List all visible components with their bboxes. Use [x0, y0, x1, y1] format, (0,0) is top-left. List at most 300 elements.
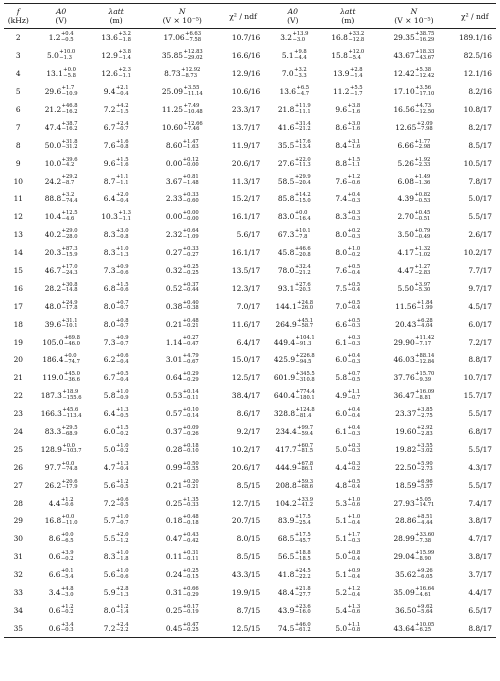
table-row [4, 369, 496, 387]
upper-error: +0.7 [115, 299, 129, 306]
asymmetric-error [185, 32, 201, 43]
lower-error: −0.15 [182, 573, 199, 580]
value: 601.9 [273, 373, 296, 383]
upper-error: +1.27 [414, 263, 431, 270]
right-n-cell [374, 101, 453, 119]
upper-error: +59.3 [297, 478, 314, 485]
value: 7.4 [335, 194, 348, 204]
left-latt-cell [90, 190, 143, 208]
upper-error: +27.6 [294, 281, 311, 288]
value: 2.32 [165, 230, 183, 240]
right-a0-cell [264, 369, 321, 387]
asymmetric-error [417, 515, 433, 526]
lower-error: −46.0 [64, 341, 80, 348]
value: 0.64 [165, 373, 183, 383]
right-a0-cell [264, 47, 321, 65]
right-n-cell [374, 512, 453, 530]
value: 5.6 [103, 570, 116, 580]
lower-error: −16.2 [61, 126, 78, 133]
asymmetric-error [183, 104, 202, 115]
frequency-cell: 25 [13, 444, 23, 454]
left-chi2-cell: 12.5/15 [222, 619, 264, 637]
upper-error: +3.55 [416, 442, 433, 449]
value: 328.8 [273, 409, 296, 419]
lower-error: −74.7 [64, 358, 80, 365]
value: 6.6 [48, 570, 61, 580]
right-latt-cell [321, 458, 374, 476]
right-n-cell [374, 297, 453, 315]
value: 7.6 [335, 176, 348, 186]
right-latt-cell [321, 47, 374, 65]
value: 5.8 [103, 391, 116, 401]
right-latt-cell [321, 405, 374, 423]
value: 29.35 [393, 33, 415, 43]
upper-error: +32.4 [294, 263, 311, 270]
left-a0-cell [33, 440, 90, 458]
value: 5.3 [335, 498, 348, 508]
asymmetric-error [295, 265, 311, 276]
lower-error: −91.3 [295, 341, 312, 348]
asymmetric-error [183, 283, 199, 294]
lower-error: −1.4 [349, 72, 363, 79]
value: 20.3 [44, 248, 62, 258]
table-row [4, 279, 496, 297]
left-a0-cell [33, 602, 90, 620]
value: 7.3 [103, 266, 116, 276]
lower-error: −0.7 [347, 394, 361, 401]
lower-error: −0.6 [60, 502, 74, 509]
right-a0-cell [264, 512, 321, 530]
lower-error: −7.58 [185, 36, 202, 43]
lower-error: −68.6 [297, 484, 314, 491]
upper-error: +10.0 [59, 49, 76, 56]
lower-error: −0.4 [347, 412, 361, 419]
table-row [4, 208, 496, 226]
lower-error: −0.55 [182, 466, 199, 473]
value: 0.53 [165, 391, 183, 401]
lower-error: −8.7 [61, 180, 75, 187]
table-row [4, 619, 496, 637]
lower-error: −29.02 [183, 54, 203, 61]
left-a0-cell [33, 548, 90, 566]
value: 8.7 [103, 176, 116, 186]
upper-error: +5.90 [416, 460, 433, 467]
upper-error: +24.5 [294, 568, 311, 575]
upper-error: +33.9 [297, 496, 314, 503]
value: 11.56 [395, 301, 417, 311]
asymmetric-error [348, 301, 361, 312]
upper-error: +0.47 [182, 621, 199, 628]
lower-error: −0.3 [347, 323, 361, 330]
left-n-cell [143, 423, 222, 441]
asymmetric-error [183, 408, 199, 419]
right-n-cell [374, 262, 453, 280]
value: 5.26 [397, 158, 414, 168]
left-a0-cell [33, 423, 90, 441]
right-chi2-cell: 9.7/17 [468, 283, 492, 293]
asymmetric-error [116, 426, 129, 437]
value: 5.4 [335, 605, 348, 615]
frequency-cell: 18 [13, 319, 23, 329]
left-latt-cell [90, 297, 143, 315]
asymmetric-error [417, 569, 433, 580]
upper-error: +1.2 [60, 603, 74, 610]
upper-error: +17.5 [294, 532, 311, 539]
upper-error: +6.96 [416, 478, 433, 485]
value: 19.82 [395, 444, 417, 454]
lower-error: −94.5 [295, 358, 312, 365]
upper-error: +0.45 [414, 210, 431, 217]
value: 28.99 [393, 534, 415, 544]
table-row [4, 351, 496, 369]
lower-error: −0.38 [182, 305, 199, 312]
value: 35.09 [393, 588, 415, 598]
upper-error: +0.25 [182, 263, 199, 270]
asymmetric-error [295, 140, 311, 151]
left-chi2-cell: 8.5/15 [236, 552, 261, 562]
upper-error: +1.0 [347, 496, 361, 503]
upper-error: +10.05 [415, 621, 435, 628]
lower-error: −0.4 [347, 591, 361, 598]
asymmetric-error [61, 32, 74, 43]
value: 13.6 [279, 87, 296, 97]
lower-error: −15.9 [61, 251, 78, 258]
upper-error: +2.4 [115, 120, 129, 127]
asymmetric-error [348, 283, 361, 294]
value: 0.6 [48, 623, 61, 633]
value: 8.0 [335, 248, 348, 258]
lower-error: −5.8 [63, 72, 76, 79]
right-n-cell [374, 619, 453, 637]
value: 17.10 [393, 87, 415, 97]
lower-error: −3.0 [292, 36, 306, 43]
right-n-cell [374, 458, 453, 476]
left-a0-cell [33, 333, 90, 351]
lower-error: −0.00 [182, 215, 199, 222]
asymmetric-error [61, 551, 74, 562]
asymmetric-error [116, 265, 129, 276]
left-a0-cell [33, 476, 90, 494]
table-row [4, 405, 496, 423]
right-a0-cell [264, 566, 321, 584]
upper-error: +0.5 [347, 299, 361, 306]
lower-error: −1.09 [182, 233, 199, 240]
table-row [4, 548, 496, 566]
value: 9.4 [103, 87, 116, 97]
right-n-cell [374, 315, 453, 333]
asymmetric-error [417, 480, 433, 491]
lower-error: −0.47 [182, 341, 199, 348]
right-n-cell [374, 190, 453, 208]
value: 105.0 [42, 337, 64, 347]
lower-error: −4.44 [416, 519, 433, 526]
upper-error: +3.85 [416, 407, 433, 414]
upper-error: +3.4 [60, 621, 74, 628]
right-a0-cell [264, 423, 321, 441]
right-latt-cell [321, 476, 374, 494]
upper-error: +0.8 [347, 550, 361, 557]
left-n-cell [143, 458, 222, 476]
table-row [4, 584, 496, 602]
upper-error: +6.5 [296, 85, 310, 92]
lower-error: −43.67 [415, 54, 435, 61]
left-a0-cell [33, 494, 90, 512]
right-chi2-cell: 189.1/16 [458, 33, 492, 43]
value: 27.6 [277, 158, 295, 168]
value: 13.1 [46, 69, 63, 79]
lower-error: −12.50 [415, 108, 435, 115]
value: 6.0 [335, 409, 348, 419]
asymmetric-error [297, 426, 313, 437]
right-a0-cell [264, 83, 321, 101]
left-n-cell [143, 136, 222, 154]
value: 0.31 [165, 588, 183, 598]
right-a0-cell [264, 476, 321, 494]
upper-error: +9.62 [416, 603, 433, 610]
left-chi2-cell: 15.2/17 [231, 194, 261, 204]
upper-error: +29.5 [61, 424, 78, 431]
lower-error: −0.2 [115, 448, 129, 455]
lower-error: −0.4 [115, 197, 129, 204]
asymmetric-error [62, 426, 78, 437]
value: 6.2 [103, 355, 116, 365]
upper-error: +18.33 [415, 49, 435, 56]
asymmetric-error [116, 372, 129, 383]
left-a0-cell [33, 244, 90, 262]
asymmetric-error [183, 462, 199, 473]
right-latt-cell [321, 440, 374, 458]
asymmetric-error [116, 158, 129, 169]
left-latt-cell [90, 584, 143, 602]
left-latt-cell [90, 548, 143, 566]
lower-error: −7.98 [416, 126, 433, 133]
upper-error: +1.2 [347, 174, 361, 181]
frequency-cell: 7 [15, 122, 21, 132]
frequency-cell: 3 [15, 51, 21, 61]
upper-error: +11.9 [294, 102, 311, 109]
lower-error: −0.5 [115, 484, 129, 491]
left-n-cell [143, 548, 222, 566]
value: 20.43 [395, 319, 417, 329]
lower-error: −25.4 [294, 519, 311, 526]
left-n-cell [143, 494, 222, 512]
right-chi2-cell: 7.7/17 [468, 266, 492, 276]
upper-error: +1.0 [115, 442, 129, 449]
value: 0.28 [165, 444, 183, 454]
value: 9.6 [103, 158, 116, 168]
right-latt-cell [321, 566, 374, 584]
asymmetric-error [348, 462, 361, 473]
header-a0-left: A0 (V) [33, 4, 90, 29]
asymmetric-error [348, 104, 361, 115]
table-body [4, 29, 496, 638]
asymmetric-error [348, 390, 361, 401]
left-a0-cell [33, 65, 90, 83]
upper-error: +15.70 [415, 371, 435, 378]
lower-error: −20.4 [294, 180, 311, 187]
value: 12.9 [101, 51, 118, 61]
left-latt-cell [90, 405, 143, 423]
frequency-cell: 20 [13, 355, 23, 365]
asymmetric-error [348, 319, 361, 330]
frequency-cell: 30 [13, 534, 23, 544]
value: 9.6 [335, 105, 348, 114]
left-n-cell [143, 208, 222, 226]
frequency-cell: 31 [13, 552, 23, 562]
left-latt-cell [90, 333, 143, 351]
left-a0-cell [33, 83, 90, 101]
upper-error: +2.4 [115, 621, 129, 628]
lower-error: −10.1 [61, 323, 78, 330]
lower-error: −0.4 [347, 484, 361, 491]
left-n-cell [143, 154, 222, 172]
lower-error: −28.0 [61, 233, 78, 240]
upper-error: +67.8 [297, 460, 314, 467]
left-n-cell [143, 602, 222, 620]
frequency-cell: 15 [13, 266, 23, 276]
left-chi2-cell: 13.5/17 [231, 266, 261, 276]
left-n-cell [143, 476, 222, 494]
upper-error: +10.1 [294, 228, 311, 235]
upper-error: +12.66 [183, 120, 203, 127]
value: 8.0 [103, 319, 116, 329]
asymmetric-error [183, 354, 199, 365]
lower-error: −2.33 [414, 162, 431, 169]
value: 5.1 [281, 51, 294, 61]
left-chi2-cell: 6.4/17 [236, 337, 261, 347]
upper-error: +16.09 [415, 389, 435, 396]
right-latt-cell [321, 387, 374, 405]
value: 88.8 [44, 194, 62, 204]
upper-error: +11.42 [415, 335, 435, 342]
value: 0.6 [48, 605, 61, 615]
asymmetric-error [183, 211, 199, 222]
upper-error: +87.3 [61, 246, 78, 253]
value: 12.6 [101, 69, 118, 79]
asymmetric-error [294, 50, 307, 61]
upper-error: +1.49 [414, 174, 431, 181]
lower-error: −27.7 [294, 591, 311, 598]
value: 43.64 [393, 623, 415, 633]
asymmetric-error [116, 336, 129, 347]
upper-error: +45.1 [297, 317, 314, 324]
value: 6.1 [335, 337, 348, 347]
asymmetric-error [296, 372, 315, 383]
value: 7.6 [103, 140, 116, 150]
left-latt-cell [90, 154, 143, 172]
upper-error: +0.0 [61, 460, 75, 467]
upper-error: +0.9 [347, 568, 361, 575]
right-latt-cell [321, 136, 374, 154]
upper-error: +1.0 [115, 246, 129, 253]
lower-error: −0.4 [347, 519, 361, 526]
asymmetric-error [62, 462, 78, 473]
value: 5.0 [335, 552, 348, 562]
upper-error: +226.8 [295, 353, 315, 360]
upper-error: +0.09 [182, 424, 199, 431]
asymmetric-error [417, 301, 433, 312]
asymmetric-error [348, 336, 361, 347]
right-latt-cell [321, 619, 374, 637]
value: 5.0 [103, 444, 116, 454]
header-latt-right: λatt (m) [321, 4, 374, 29]
upper-error: +0.48 [182, 514, 199, 521]
upper-error: +4.73 [415, 102, 432, 109]
asymmetric-error [414, 175, 430, 186]
upper-error: +23.6 [294, 603, 311, 610]
asymmetric-error [348, 175, 361, 186]
right-a0-cell [264, 154, 321, 172]
asymmetric-error [348, 193, 361, 204]
left-latt-cell [90, 494, 143, 512]
value: 13.9 [333, 69, 350, 79]
upper-error: +24.8 [297, 299, 314, 306]
table-row [4, 29, 496, 47]
asymmetric-error [183, 265, 199, 276]
right-latt-cell [321, 29, 374, 47]
lower-error: −0.3 [347, 233, 361, 240]
value: 444.9 [275, 462, 297, 472]
upper-error: +16.64 [415, 585, 435, 592]
value: 41.6 [277, 122, 295, 132]
upper-error: +3.56 [415, 85, 432, 92]
value: 1.2 [48, 33, 61, 43]
table-row [4, 65, 496, 83]
lower-error: −1.6 [347, 126, 361, 133]
asymmetric-error [415, 498, 434, 509]
lower-error: −14.71 [415, 502, 435, 509]
left-n-cell [143, 619, 222, 637]
asymmetric-error [181, 68, 200, 79]
value: 7.5 [335, 283, 348, 293]
right-chi2-cell: 6.5/17 [468, 605, 492, 615]
value: 16.56 [393, 105, 415, 114]
asymmetric-error [183, 336, 199, 347]
frequency-cell: 35 [4, 619, 33, 637]
asymmetric-error [295, 515, 311, 526]
table-row [4, 315, 496, 333]
asymmetric-error [348, 444, 361, 455]
value: 119.0 [42, 373, 64, 383]
lower-error: −1.6 [347, 144, 361, 151]
left-chi2-cell: 23.3/17 [231, 105, 261, 114]
asymmetric-error [62, 283, 78, 294]
upper-error: +9.26 [416, 568, 433, 575]
value: 4.4 [335, 462, 348, 472]
value: 15.8 [331, 51, 348, 61]
upper-error: +1.3 [115, 460, 129, 467]
value: 45.8 [277, 248, 295, 258]
value: 5.9 [103, 588, 116, 598]
left-latt-cell [90, 244, 143, 262]
right-n-cell [374, 548, 453, 566]
right-a0-cell [264, 387, 321, 405]
lower-error: −0.4 [115, 376, 129, 383]
value: 5.2 [335, 588, 348, 598]
asymmetric-error [183, 498, 199, 509]
value: 0.37 [165, 427, 183, 437]
right-a0-cell [264, 548, 321, 566]
asymmetric-error [116, 587, 129, 598]
right-latt-cell [321, 154, 374, 172]
lower-error: −0.3 [347, 358, 361, 365]
right-a0-cell [264, 619, 321, 637]
lower-error: −1.63 [182, 144, 199, 151]
upper-error: +2.1 [115, 85, 129, 92]
lower-error: −3.3 [294, 72, 307, 79]
lower-error: −0.5 [115, 412, 129, 419]
value: 7.6 [335, 266, 348, 276]
